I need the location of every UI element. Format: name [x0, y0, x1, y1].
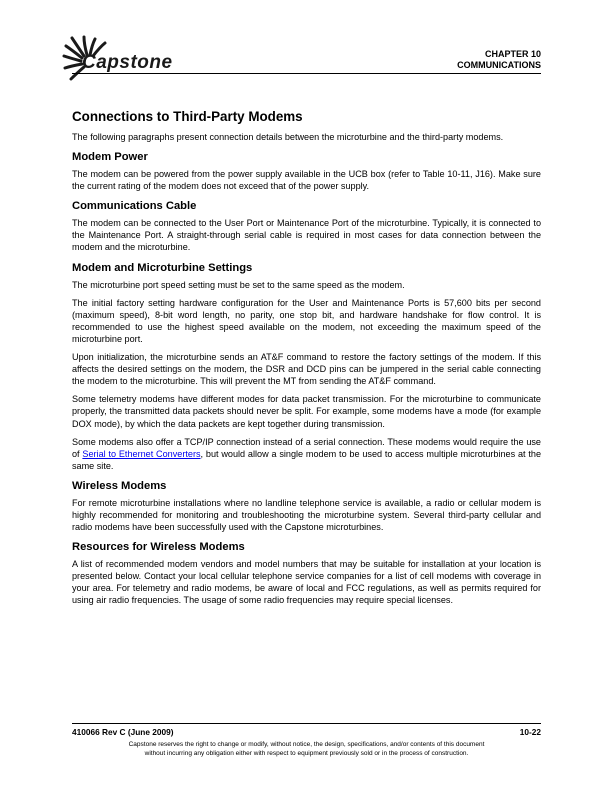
- document-body: [72, 108, 541, 613]
- disclaimer-line: Capstone reserves the right to change or modify, without notice, the design, specifications, and/or contents of this document: [128, 741, 485, 748]
- section-heading-communications-cable: Communications Cable: [72, 200, 197, 213]
- paragraph: A list of recommended modem vendors and model numbers that may be suitable for installation at your location is presented below. Contact your local cellular telephone service companies for a list of cell modems with coverage in your area. For telemetry and radio modems, be aware of local and FCC regulations, as well as permits required for using air radio frequencies. The usage of some radio frequencies may require special licenses.: [72, 559, 541, 606]
- logo-text: Capstone: [82, 52, 173, 73]
- header-divider: [72, 73, 541, 74]
- section-heading-wireless-modems: Wireless Modems: [72, 479, 167, 492]
- section-heading-resources: Resources for Wireless Modems: [72, 541, 245, 554]
- page-title: Connections to Third-Party Modems: [72, 109, 303, 124]
- disclaimer: [72, 740, 541, 758]
- intro-paragraph: The following paragraphs present connection details between the microturbine and the third-party modems.: [72, 132, 504, 142]
- paragraph: The modem can be connected to the User Port or Maintenance Port of the microturbine. Typically, it is connected to the Maintenance Port. A straight-through serial cable is required in most cases for data connection between the modem and the microturbine.: [72, 218, 541, 253]
- paragraph-with-link: [72, 436, 541, 472]
- paragraph: For remote microturbine installations where no landline telephone service is available, a radio or cellular modem is highly recommended for monitoring and troubleshooting the microturbine system. Several third-party cellular and radio modems have been successfully used with the Capstone microturbines.: [72, 497, 541, 533]
- paragraph: Some telemetry modems have different modes for data packet transmission. For the microturbine to communicate properly, the transmitted data packets should never be split. For example, some modems have a mode (for example DOX mode), by which the data packets are kept together during transmission.: [72, 394, 541, 429]
- paragraph: Upon initialization, the microturbine sends an AT&F command to restore the factory settings of the modem. If this affects the desired settings on the modem, the DSR and DCD pins can be jumpered in the serial cable connecting the modem to the microturbine. This will prevent the MT from sending the AT&F command.: [72, 352, 541, 387]
- text: , but would allow a single modem to be used to access multiple microturbines at the same site.: [72, 448, 542, 471]
- chapter-title: COMMUNICATIONS: [457, 60, 541, 70]
- text: Some modems also offer a TCP/IP connection instead of a serial connection. These modems would require the use of: [72, 436, 541, 459]
- section-heading-modem-settings: Modem and Microturbine Settings: [72, 261, 253, 274]
- paragraph: The initial factory setting hardware configuration for the User and Maintenance Ports is 57,600 bits per second (maximum speed), 8-bit word length, no parity, one stop bit, and hardware handshake for flow control. It is recommended to use the highest speed available on the modem, not exceeding the maximum speed of the microturbine port.: [72, 297, 541, 344]
- chapter-number: CHAPTER 10: [484, 49, 541, 59]
- chapter-header: [457, 49, 541, 71]
- document-id: 410066 Rev C (June 2009): [72, 727, 174, 737]
- footer-divider: [72, 723, 541, 724]
- serial-to-ethernet-link[interactable]: Serial to Ethernet Converters: [82, 448, 201, 459]
- disclaimer-line: without incurring any obligation either with respect to equipment previously sold or in the process of construction.: [144, 750, 469, 757]
- section-heading-modem-power: Modem Power: [72, 151, 148, 164]
- page-number: 10-22: [519, 727, 541, 737]
- paragraph: The microturbine port speed setting must be set to the same speed as the modem.: [72, 279, 405, 290]
- paragraph: The modem can be powered from the power supply available in the UCB box (refer to Table 10-11, J16). Make sure the current rating of the modem does not exceed that of the power supply.: [72, 169, 541, 192]
